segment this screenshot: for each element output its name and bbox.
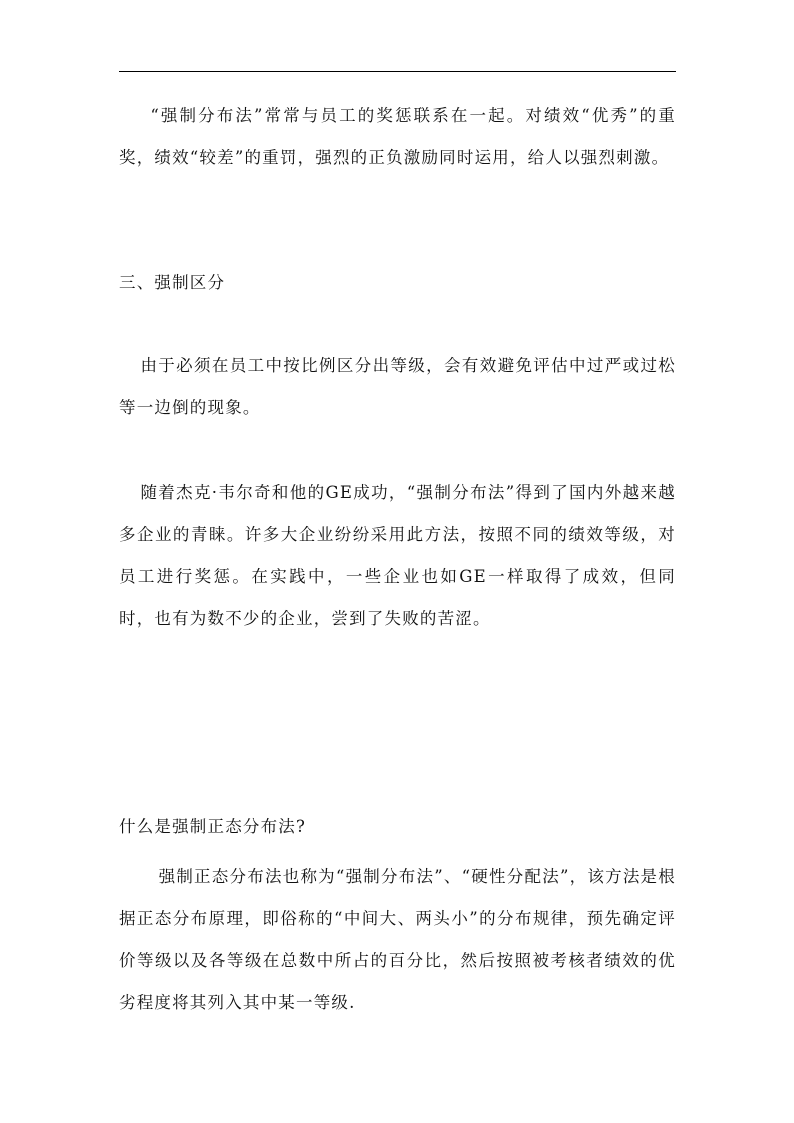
section-heading-forced-distinction: 三、强制区分 [119, 273, 226, 292]
question-heading: 什么是强制正态分布法? [119, 817, 307, 836]
paragraph-ge-example: 随着杰克·韦尔奇和他的GE成功，“强制分布法”得到了国内外越来越多企业的青睐。许多大企业纷纷采用此方法，按照不同的绩效等级，对员工进行奖惩。在实践中，一些企业也如GE一样取得了成效，但同时，也有为数不少的企业，尝到了失败的苦涩。 [119, 483, 676, 628]
paragraph-definition: 强制正态分布法也称为“强制分布法”、“硬性分配法”，该方法是根据正态分布原理，即俗称的“中间大、两头小”的分布规律，预先确定评价等级以及各等级在总数中所占的百分比，然后按照被考核者绩效的优劣程度将其列入其中某一等级. [119, 867, 676, 1012]
paragraph-avoid-bias: 由于必须在员工中按比例区分出等级，会有效避免评估中过严或过松等一边倒的现象。 [119, 356, 676, 417]
paragraph-reward-punishment: “强制分布法”常常与员工的奖惩联系在一起。对绩效“优秀”的重奖，绩效“较差”的重罚，强烈的正负激励同时运用，给人以强烈刺激。 [119, 106, 676, 167]
header-rule [119, 71, 676, 72]
